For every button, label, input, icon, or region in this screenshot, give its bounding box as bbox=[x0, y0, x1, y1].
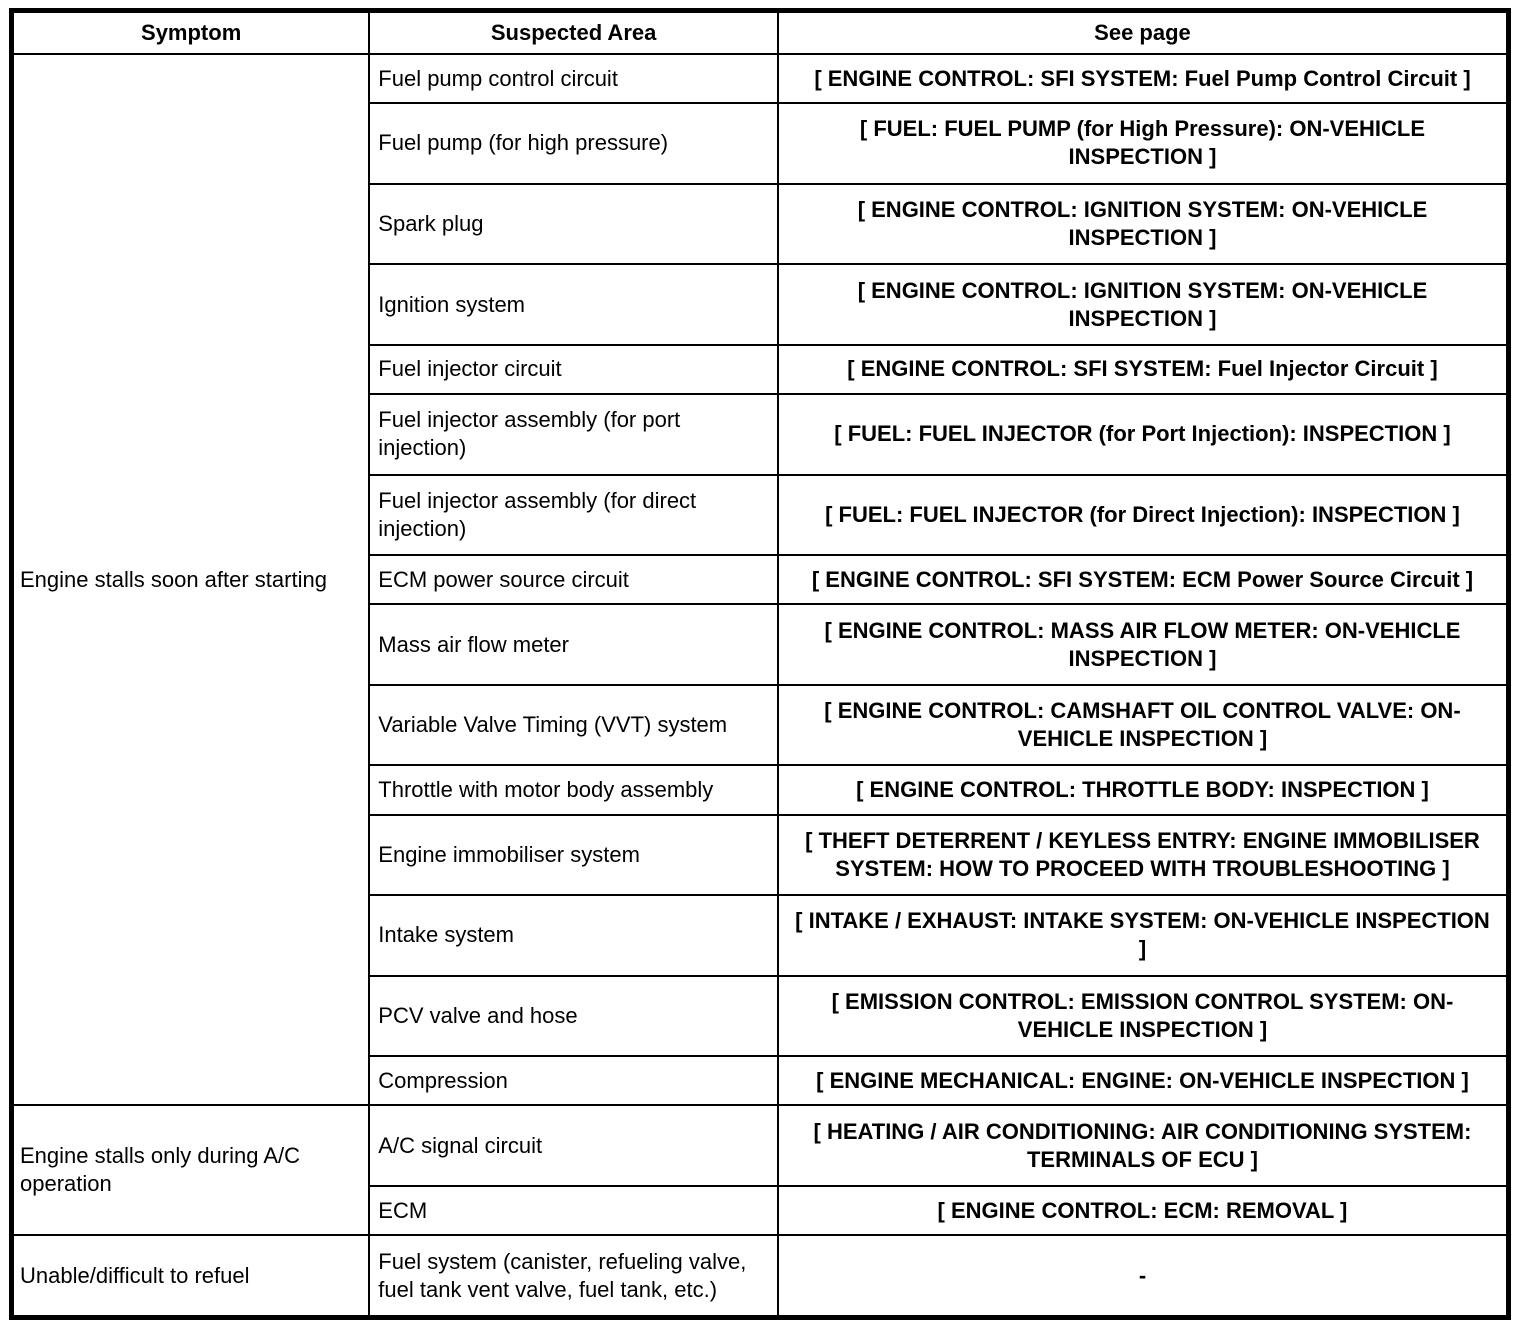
symptom-cell: Unable/difficult to refuel bbox=[12, 1235, 370, 1317]
see-page-reference[interactable]: [ FUEL: FUEL PUMP (for High Pressure): ON-VEHICLE INSPECTION ] bbox=[778, 103, 1509, 184]
see-page-reference[interactable]: [ ENGINE CONTROL: THROTTLE BODY: INSPECTION ] bbox=[778, 765, 1509, 814]
suspected-area-cell: Fuel injector assembly (for port injection) bbox=[369, 394, 778, 475]
suspected-area-cell: PCV valve and hose bbox=[369, 976, 778, 1057]
see-page-reference[interactable]: [ ENGINE CONTROL: SFI SYSTEM: Fuel Pump Control Circuit ] bbox=[778, 54, 1509, 103]
suspected-area-cell: ECM power source circuit bbox=[369, 555, 778, 604]
see-page-reference: - bbox=[778, 1235, 1509, 1317]
column-header-symptom: Symptom bbox=[12, 11, 370, 55]
suspected-area-cell: Ignition system bbox=[369, 264, 778, 345]
suspected-area-cell: Mass air flow meter bbox=[369, 604, 778, 685]
table-row bbox=[12, 1105, 1509, 1186]
suspected-area-cell: Intake system bbox=[369, 895, 778, 976]
see-page-reference[interactable]: [ EMISSION CONTROL: EMISSION CONTROL SYSTEM: ON-VEHICLE INSPECTION ] bbox=[778, 976, 1509, 1057]
see-page-reference[interactable]: [ ENGINE CONTROL: MASS AIR FLOW METER: ON-VEHICLE INSPECTION ] bbox=[778, 604, 1509, 685]
suspected-area-cell: Variable Valve Timing (VVT) system bbox=[369, 685, 778, 766]
see-page-reference[interactable]: [ FUEL: FUEL INJECTOR (for Direct Injection): INSPECTION ] bbox=[778, 475, 1509, 556]
suspected-area-cell: Fuel system (canister, refueling valve, fuel tank vent valve, fuel tank, etc.) bbox=[369, 1235, 778, 1317]
see-page-reference[interactable]: [ ENGINE CONTROL: SFI SYSTEM: Fuel Injector Circuit ] bbox=[778, 345, 1509, 394]
see-page-reference[interactable]: [ THEFT DETERRENT / KEYLESS ENTRY: ENGINE IMMOBILISER SYSTEM: HOW TO PROCEED WITH TROUBLESHOOTING ] bbox=[778, 815, 1509, 896]
see-page-reference[interactable]: [ ENGINE CONTROL: SFI SYSTEM: ECM Power Source Circuit ] bbox=[778, 555, 1509, 604]
see-page-reference[interactable]: [ ENGINE CONTROL: CAMSHAFT OIL CONTROL VALVE: ON-VEHICLE INSPECTION ] bbox=[778, 685, 1509, 766]
see-page-reference[interactable]: [ HEATING / AIR CONDITIONING: AIR CONDITIONING SYSTEM: TERMINALS OF ECU ] bbox=[778, 1105, 1509, 1186]
see-page-reference[interactable]: [ ENGINE MECHANICAL: ENGINE: ON-VEHICLE INSPECTION ] bbox=[778, 1056, 1509, 1105]
symptom-cell: Engine stalls only during A/C operation bbox=[12, 1105, 370, 1235]
see-page-reference[interactable]: [ INTAKE / EXHAUST: INTAKE SYSTEM: ON-VEHICLE INSPECTION ] bbox=[778, 895, 1509, 976]
table-row bbox=[12, 54, 1509, 103]
see-page-reference[interactable]: [ ENGINE CONTROL: IGNITION SYSTEM: ON-VEHICLE INSPECTION ] bbox=[778, 184, 1509, 265]
column-header-see-page: See page bbox=[778, 11, 1509, 55]
suspected-area-cell: Throttle with motor body assembly bbox=[369, 765, 778, 814]
suspected-area-cell: Fuel injector circuit bbox=[369, 345, 778, 394]
symptom-troubleshooting-table bbox=[9, 8, 1511, 1320]
table-body bbox=[12, 54, 1509, 1318]
symptom-cell: Engine stalls soon after starting bbox=[12, 54, 370, 1105]
suspected-area-cell: Spark plug bbox=[369, 184, 778, 265]
suspected-area-cell: A/C signal circuit bbox=[369, 1105, 778, 1186]
table-row bbox=[12, 1235, 1509, 1317]
column-header-suspected-area: Suspected Area bbox=[369, 11, 778, 55]
see-page-reference[interactable]: [ ENGINE CONTROL: ECM: REMOVAL ] bbox=[778, 1186, 1509, 1235]
see-page-reference[interactable]: [ ENGINE CONTROL: IGNITION SYSTEM: ON-VEHICLE INSPECTION ] bbox=[778, 264, 1509, 345]
suspected-area-cell: Engine immobiliser system bbox=[369, 815, 778, 896]
suspected-area-cell: Fuel injector assembly (for direct injection) bbox=[369, 475, 778, 556]
suspected-area-cell: Fuel pump (for high pressure) bbox=[369, 103, 778, 184]
table-header-row bbox=[12, 11, 1509, 55]
suspected-area-cell: ECM bbox=[369, 1186, 778, 1235]
suspected-area-cell: Fuel pump control circuit bbox=[369, 54, 778, 103]
see-page-reference[interactable]: [ FUEL: FUEL INJECTOR (for Port Injection): INSPECTION ] bbox=[778, 394, 1509, 475]
suspected-area-cell: Compression bbox=[369, 1056, 778, 1105]
